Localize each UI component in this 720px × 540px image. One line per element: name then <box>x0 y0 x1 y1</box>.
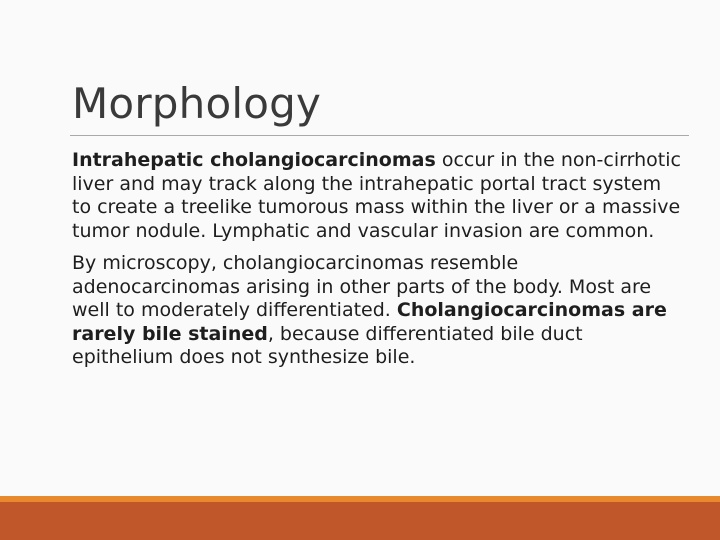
bold-statement-bile-stained: Cholangiocarcinomas are rarely bile stained <box>72 299 667 345</box>
paragraph-2-text-before: By microscopy, cholangiocarcinomas resemble adenocarcinomas arising in other parts of the body. Most are well to moderately differentiated. <box>72 252 652 321</box>
paragraph-2-text-after: , because differentiated bile duct epithelium does not synthesize bile. <box>72 322 583 368</box>
slide-title: Morphology <box>72 79 322 128</box>
paragraph-2 <box>72 252 684 370</box>
slide-body <box>72 149 684 379</box>
paragraph-1 <box>72 149 684 243</box>
bold-term-intrahepatic: Intrahepatic cholangiocarcinomas <box>72 149 436 171</box>
footer-accent-bar <box>0 502 720 540</box>
title-divider <box>70 135 689 136</box>
paragraph-1-text: occur in the non-cirrhotic liver and may track along the intrahepatic portal tract system to create a treelike tumorous mass within the liver or a massive tumor nodule. Lymphatic and vascular invasion are common. <box>72 149 681 242</box>
